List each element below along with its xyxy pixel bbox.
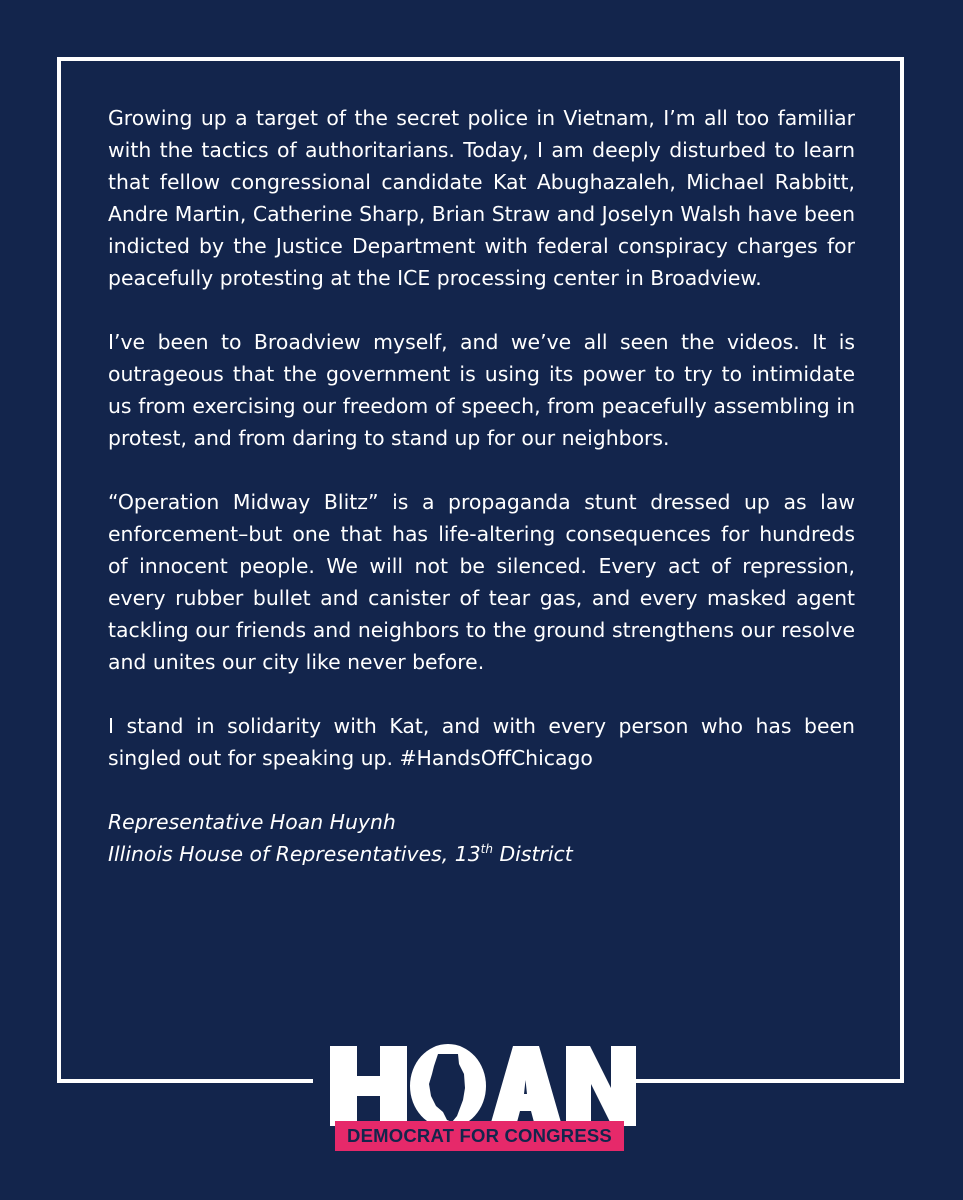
signature-office-suffix: District bbox=[492, 842, 573, 866]
statement-paragraph: I stand in solidarity with Kat, and with every person who has been singled out for speaking up. #HandsOffChicago bbox=[108, 714, 855, 770]
signature-office-superscript: th bbox=[480, 842, 493, 857]
statement-body bbox=[108, 102, 855, 870]
signature-block bbox=[108, 806, 855, 870]
logo-letter-n bbox=[566, 1046, 636, 1126]
statement-paragraph: Growing up a target of the secret police in Vietnam, I’m all too familiar with the tactics of authoritarians. Today, I am deeply disturbed to learn that fellow congressional candidate Kat Abughazaleh, Michael Rabbitt, Andre Martin, Catherine Sharp, Brian Straw and Joselyn Walsh have been indicted by the Justice Department with federal conspiracy charges for peacefully protesting at the ICE processing center in Broadview. bbox=[108, 106, 855, 290]
statement-paragraph: I’ve been to Broadview myself, and we’ve all seen the videos. It is outrageous that the government is using its power to try to intimidate us from exercising our freedom of speech, from peacefully assembling in protest, and from daring to stand up for our neighbors. bbox=[108, 330, 855, 450]
signature-name: Representative Hoan Huynh bbox=[108, 810, 396, 834]
logo-letter-h bbox=[330, 1046, 407, 1126]
logo-wordmark bbox=[330, 1040, 636, 1132]
statement-paragraph: “Operation Midway Blitz” is a propaganda stunt dressed up as law enforcement–but one that has life-altering consequences for hundreds of innocent people. We will not be silenced. Every act of repression, every rubber bullet and canister of tear gas, and every masked agent tackling our friends and neighbors to the ground strengthens our resolve and unites our city like never before. bbox=[108, 490, 855, 674]
frame-bottom-right-rule bbox=[636, 1079, 904, 1083]
logo-tagline: DEMOCRAT FOR CONGRESS bbox=[347, 1125, 612, 1146]
logo-tagline-banner bbox=[335, 1121, 624, 1151]
signature-office-prefix: Illinois House of Representatives, 13 bbox=[108, 842, 481, 866]
logo-letter-a bbox=[490, 1046, 562, 1126]
signature-office bbox=[108, 838, 855, 870]
frame-bottom-left-rule bbox=[57, 1079, 313, 1083]
logo-letter-o bbox=[410, 1044, 486, 1128]
campaign-logo bbox=[328, 1040, 638, 1160]
